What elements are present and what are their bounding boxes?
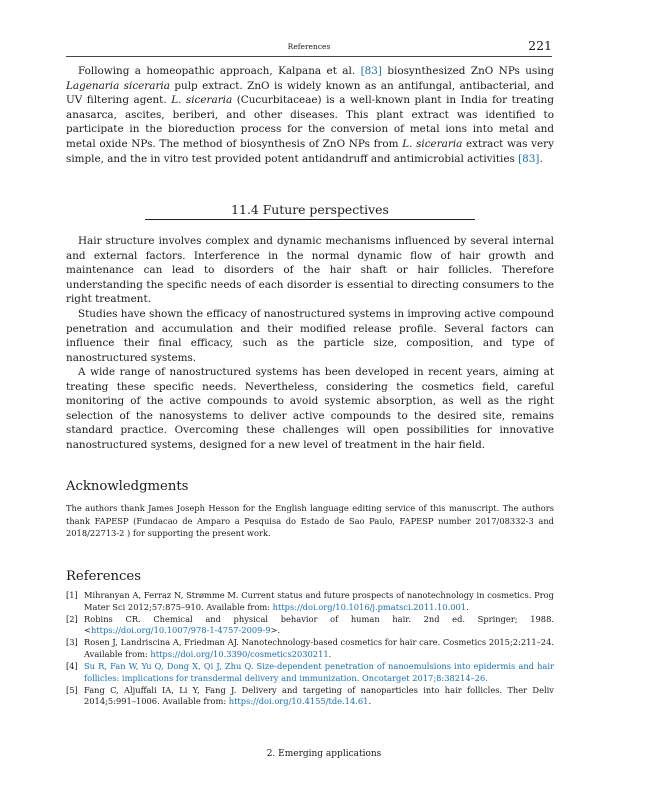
reference-doi-link[interactable]: https://doi.org/10.1007/978-1-4757-2009-9: [90, 625, 271, 636]
reference-item: [1] Mihranyan A, Ferraz N, Strømme M. Current status and future prospects of nanotechnology in cosmetics. Prog Mater Sci 2012;57:875–910. Available from: https://doi.org/10.1016/j.pmatsci.2011.10.001.: [66, 590, 554, 612]
reference-number: [1]: [66, 590, 78, 600]
reference-item[interactable]: [66, 661, 554, 684]
reference-item: [2] Robins CR. Chemical and physical behavior of human hair. 2nd ed. Springer; 1988. <https://doi.org/10.1007/978-1-4757-2009-9>.: [66, 613, 554, 636]
reference-text: Mihranyan A, Ferraz N, Strømme M. Current status and future prospects of nanotechnology in cosmetics. Prog Mater Sci 2012;57:875–910. Available from:: [84, 590, 554, 612]
intro-text-5: extract was very simple, and the in vitro test provided potent antidandruff and antimicrobial activities: [66, 137, 554, 165]
reference-text: Rosen J, Landriscina A, Friedman AJ. Nanotechnology-based cosmetics for hair care. Cosmetics 2015;2:211–24. Available from:: [84, 637, 554, 659]
page-footer: 2. Emerging applications: [266, 749, 382, 759]
reference-text: Fang C, Aljuffali IA, Li Y, Fang J. Delivery and targeting of nanoparticles into hair follicles. Ther Deliv 2014;5:991–1006. Available from:: [84, 684, 554, 707]
reference-number: [2]: [66, 613, 78, 624]
reference-number: [4]: [66, 661, 78, 672]
reference-link-text[interactable]: Su R, Fan W, Yu Q, Dong X, Qi J, Zhu Q. Size-dependent penetration of nanoemulsions into epidermis and hair follicles: implications for transdermal delivery and immunization. Oncotarget 2017;8:38214–26.: [84, 661, 554, 683]
intro-text-2: biosynthesized ZnO NPs using: [381, 65, 555, 77]
species-name: L. siceraria: [171, 94, 233, 107]
intro-text-3: pulp extract. ZnO is widely known as an antifungal, antibacterial, and UV filtering agent.: [66, 79, 555, 107]
section-paragraph-3: A wide range of nanostructured systems has been developed in recent years, aiming at treating these specific needs. Nevertheless, considering the cosmetics field, careful monitoring of the active compounds to avoid systemic absorption, as well as the right selection of the nanosystems to deliver active compounds to the desired site, remains standard practice. Overcoming these challenges will open possibilities for innovative nanostructured systems, designed for a new level of treatment in the hair field.: [66, 366, 554, 451]
intro-text-4: (Cucurbitaceae) is a well-known plant in India for treating anasarca, ascites, beriberi, and other diseases. This plant extract was identified to participate in the bioreduction process for the conversion of metal ions into metal and metal oxide NPs. The method of biosynthesis of ZnO NPs from: [66, 94, 554, 150]
reference-item: [5] Fang C, Aljuffali IA, Li Y, Fang J. Delivery and targeting of nanoparticles into hair follicles. Ther Deliv 2014;5:991–1006. Available from: https://doi.org/10.4155/tde.14.61.: [66, 684, 554, 707]
acknowledgments-heading: Acknowledgments: [66, 479, 189, 494]
intro-text-6: .: [539, 152, 543, 165]
reference-text: Robins CR. Chemical and physical behavior of human hair. 2nd ed. Springer; 1988. <: [84, 613, 554, 636]
reference-doi-link[interactable]: https://doi.org/10.4155/tde.14.61: [228, 696, 369, 707]
species-name: L. siceraria: [402, 137, 463, 150]
reference-doi-link[interactable]: https://doi.org/10.1016/j.pmatsci.2011.10.001: [272, 601, 467, 612]
reference-number: [3]: [66, 637, 78, 648]
references-heading: References: [66, 569, 141, 584]
running-header: [66, 36, 552, 57]
reference-number: [5]: [66, 684, 78, 695]
reference-list: [66, 590, 554, 708]
citation-link[interactable]: [83]: [518, 152, 540, 165]
section-paragraph-1: Hair structure involves complex and dynamic mechanisms influenced by several internal and external factors. Interference in the normal dynamic flow of hair growth and maintenance can lead to disorders of the hair shaft or hair follicles. Therefore understanding the specific needs of each disorder is essential to directing consumers to the right treatment.: [66, 235, 554, 306]
species-name: Lagenaria siceraria: [66, 79, 170, 92]
section-title: 11.4 Future perspectives: [145, 202, 475, 220]
citation-link[interactable]: [83]: [360, 65, 382, 77]
intro-paragraph: [66, 64, 554, 166]
reference-item: [3] Rosen J, Landriscina A, Friedman AJ. Nanotechnology-based cosmetics for hair care. Cosmetics 2015;2:211–24. Available from: https://doi.org/10.3390/cosmetics2030211.: [66, 637, 554, 659]
section-paragraph-2: Studies have shown the efficacy of nanostructured systems in improving active compound penetration and accumulation and their modified release profile. Several factors can influence their final efficacy, such as the particle size, composition, and type of nanostructured systems.: [66, 308, 554, 364]
acknowledgments-text: The authors thank James Joseph Hesson for the English language editing service of this manuscript. The authors thank FAPESP (Fundacao de Amparo a Pesquisa do Estado de Sao Paulo, FAPESP number 2017/08332-3 and 2018/22713-2 ) for supporting the present work.: [66, 503, 554, 538]
intro-text-1: Following a homeopathic approach, Kalpana et al.: [78, 65, 361, 77]
page-number: 221: [528, 38, 552, 53]
reference-doi-link[interactable]: https://doi.org/10.3390/cosmetics2030211: [150, 648, 329, 659]
running-title: References: [287, 42, 331, 51]
